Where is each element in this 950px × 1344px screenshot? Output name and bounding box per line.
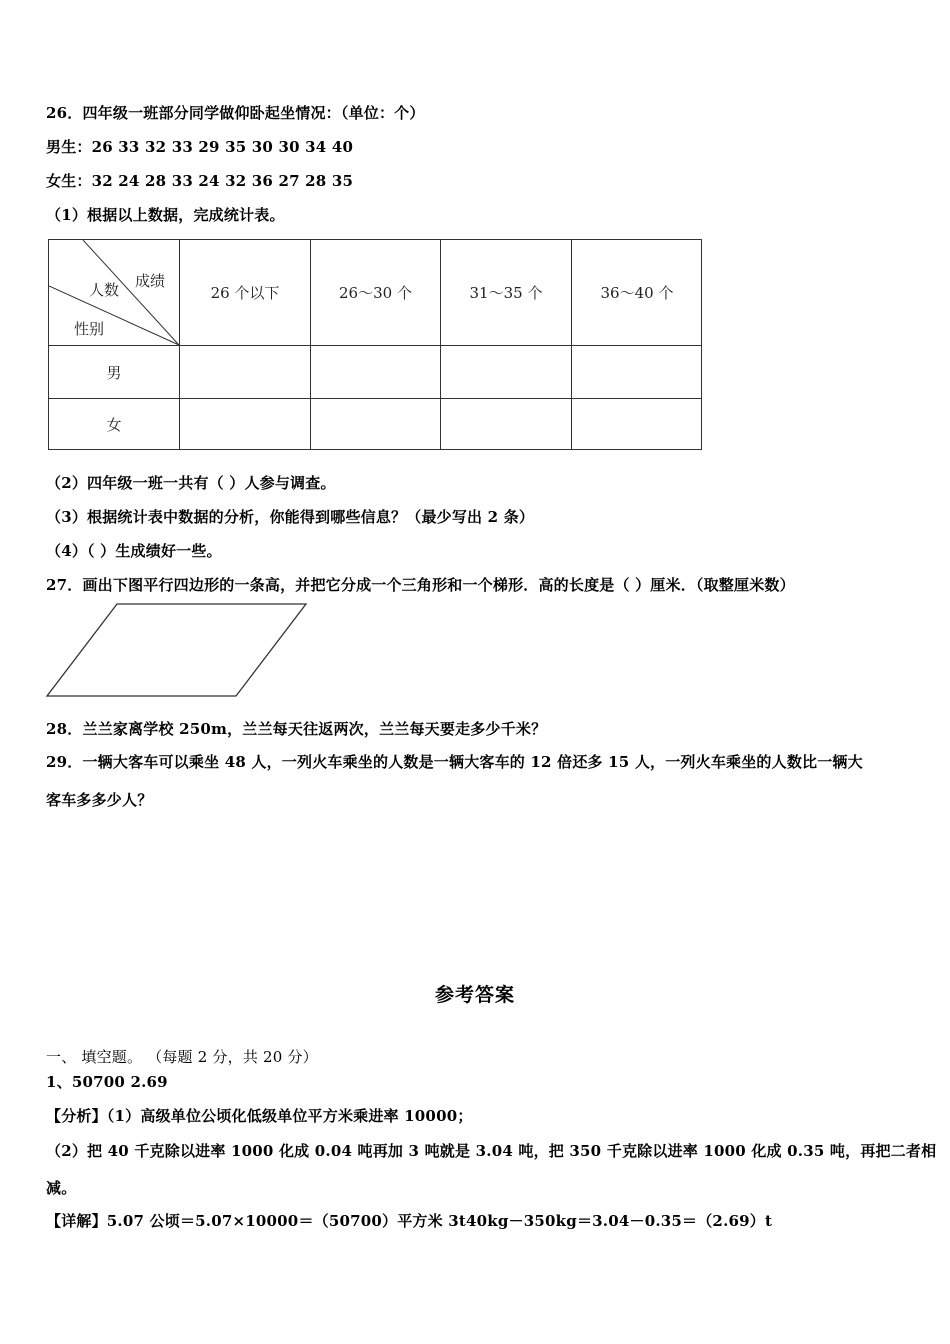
answers-section-heading: 一、 填空题。 （每题 2 分，共 20 分） — [46, 1048, 318, 1066]
header-count-label: 人数 — [89, 281, 120, 299]
q26-girls-data: 女生：32 24 28 33 24 32 36 27 28 35 — [46, 172, 354, 190]
header-range-1: 26 个以下 — [210, 284, 280, 302]
q26-boys-data: 男生：26 33 32 33 29 35 30 30 34 40 — [46, 138, 354, 156]
header-gender-label: 性别 — [74, 320, 105, 338]
q26-part2: （2）四年级一班一共有（ ）人参与调查。 — [46, 474, 336, 492]
header-range-4: 36～40 个 — [600, 284, 674, 302]
q29-line2: 客车多多少人？ — [46, 791, 153, 809]
q26-part3: （3）根据统计表中数据的分析，你能得到哪些信息？（最少写出 2 条） — [46, 508, 535, 526]
answer-1: 1、50700 2.69 — [46, 1073, 168, 1091]
detail-line: 【详解】5.07 公顷＝5.07×10000＝（50700）平方米 3t40kg－350kg＝3.04－0.35＝（2.69）t — [46, 1212, 773, 1230]
analysis-line-3: 减。 — [46, 1179, 77, 1197]
row-label-girls: 女 — [106, 416, 122, 434]
header-score-label: 成绩 — [135, 272, 166, 290]
header-range-3: 31～35 个 — [469, 284, 543, 302]
answers-title: 参考答案 — [434, 984, 515, 1006]
row-label-boys: 男 — [106, 363, 122, 382]
q29-line1: 29．一辆大客车可以乘坐 48 人，一列火车乘坐的人数是一辆大客车的 12 倍还多 15 人，一列火车乘坐的人数比一辆大 — [46, 753, 863, 771]
statistics-table — [48, 239, 702, 450]
analysis-line-1: 【分析】（1）高级单位公顷化低级单位平方米乘进率 10000； — [46, 1107, 473, 1125]
q26-title: 26．四年级一班部分同学做仰卧起坐情况：（单位：个） — [46, 104, 425, 122]
q26-part1: （1）根据以上数据，完成统计表。 — [46, 206, 285, 224]
q28-text: 28．兰兰家离学校 250m，兰兰每天往返两次，兰兰每天要走多少千米？ — [46, 720, 547, 738]
header-range-2: 26～30 个 — [339, 284, 412, 302]
analysis-line-2: （2）把 40 千克除以进率 1000 化成 0.04 吨再加 3 吨就是 3.04 吨，把 350 千克除以进率 1000 化成 0.35 吨，再把二者相 — [46, 1142, 937, 1160]
q26-part4: （4）（ ）生成绩好一些。 — [46, 542, 222, 560]
parallelogram-figure — [40, 600, 315, 700]
q27-text: 27．画出下图平行四边形的一条高，并把它分成一个三角形和一个梯形．高的长度是（ ）厘米．（取整厘米数） — [46, 576, 795, 594]
